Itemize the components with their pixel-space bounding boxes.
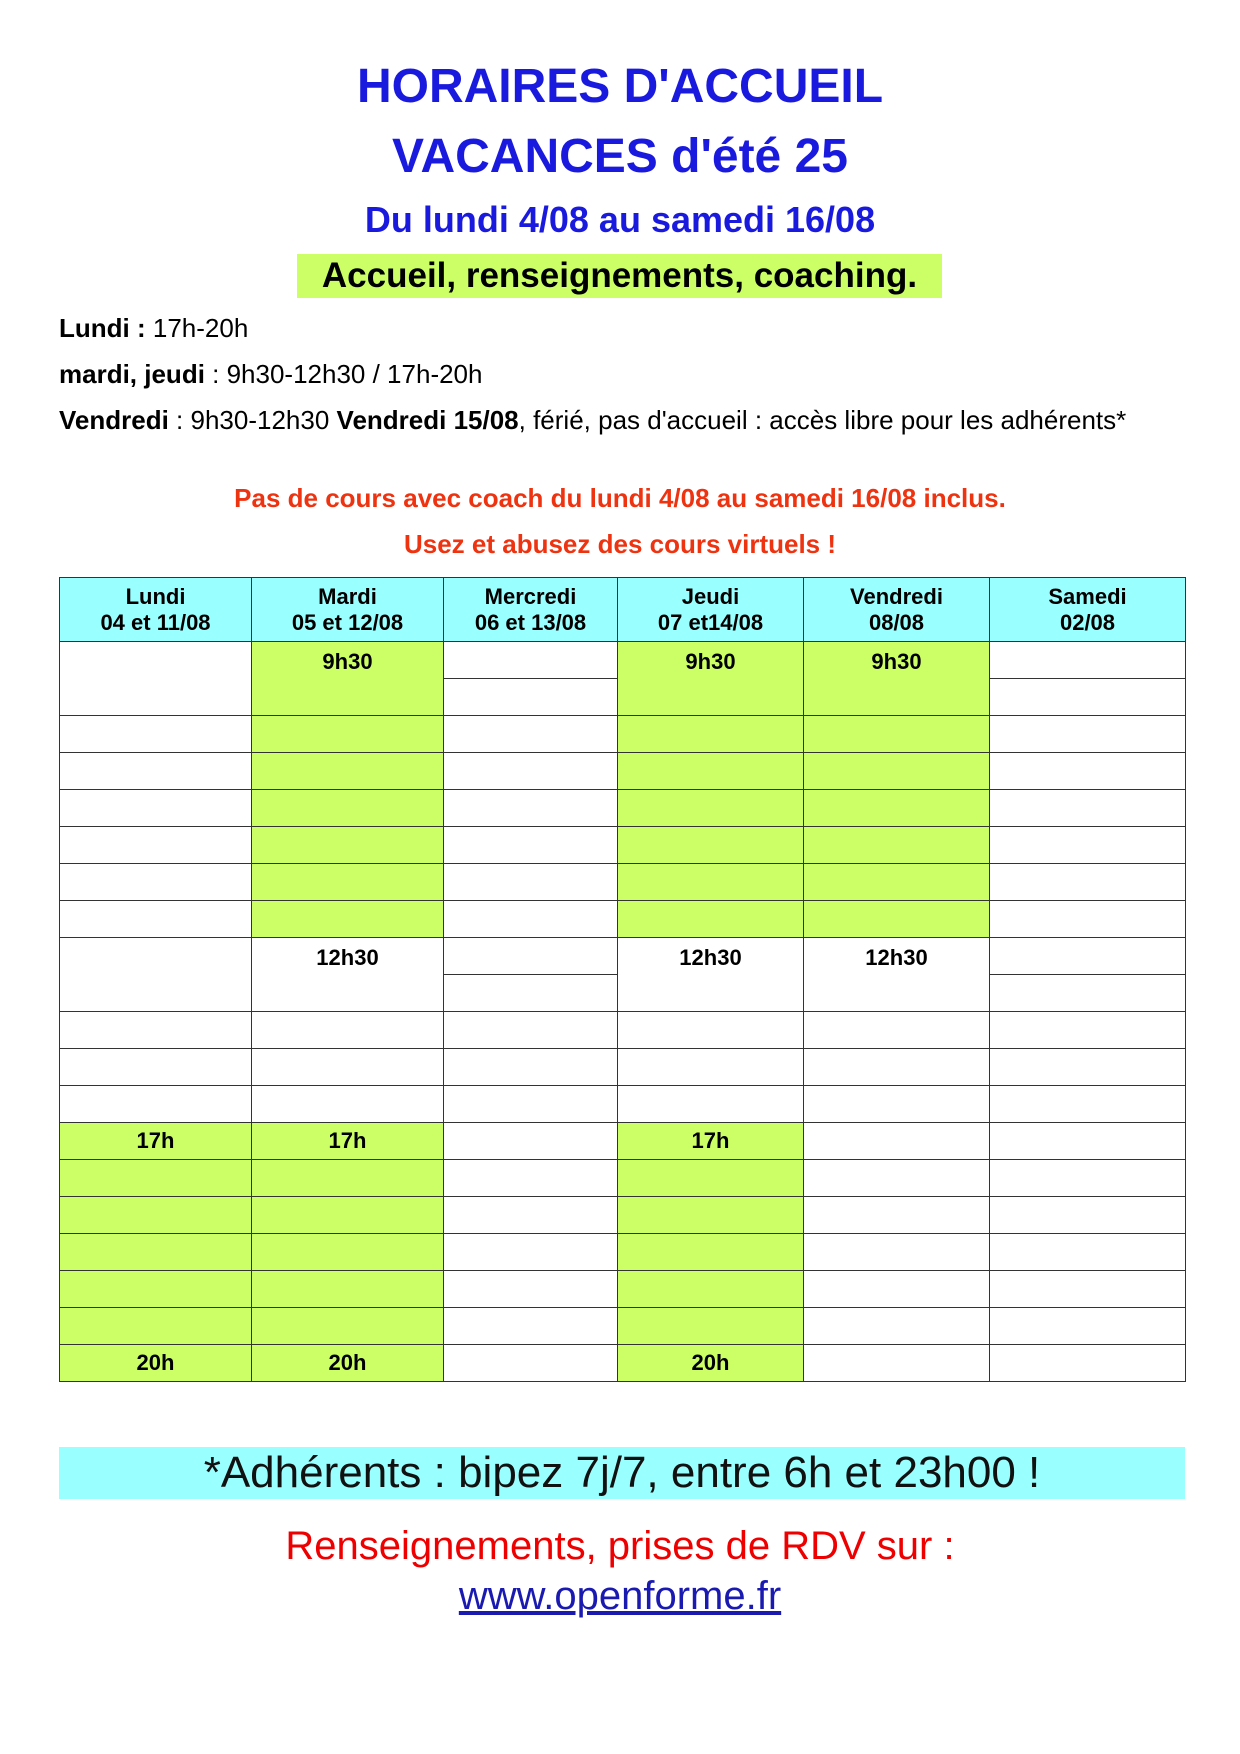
col-dates: 02/08 — [1059, 609, 1116, 635]
table-row — [60, 864, 1186, 901]
table-row — [60, 1345, 1186, 1382]
cell-empty — [444, 975, 618, 1012]
col-day: Samedi — [1048, 583, 1127, 609]
col-mercredi — [444, 578, 618, 642]
col-dates: 05 et 12/08 — [291, 609, 404, 635]
col-dates: 07 et14/08 — [657, 609, 764, 635]
contact-text: Renseignements, prises de RDV sur : — [285, 1524, 955, 1568]
cell-empty — [990, 975, 1186, 1012]
table-row — [60, 1308, 1186, 1345]
vendredi-ferie-value: , férié, pas d'accueil : accès libre pour les adhérents* — [518, 405, 1127, 435]
cell-jeudi-9h30: 9h30 — [618, 642, 804, 716]
hours-mardi-jeudi — [59, 358, 1189, 390]
cell-jeudi-20h: 20h — [618, 1345, 804, 1382]
col-dates: 04 et 11/08 — [100, 609, 211, 635]
cell-lundi-20h: 20h — [60, 1345, 252, 1382]
members-banner: *Adhérents : bipez 7j/7, entre 6h et 23h00 ! — [59, 1447, 1185, 1499]
col-dates: 06 et 13/08 — [474, 609, 587, 635]
cell-jeudi-12h30: 12h30 — [618, 938, 804, 1012]
table-row — [60, 827, 1186, 864]
cell-empty — [60, 938, 252, 1012]
cell-mardi-17h: 17h — [252, 1123, 444, 1160]
col-day: Vendredi — [850, 583, 943, 609]
table-row — [60, 753, 1186, 790]
table-row — [60, 1234, 1186, 1271]
table-row — [60, 1086, 1186, 1123]
cell-empty — [990, 642, 1186, 679]
notice-virtual: Usez et abusez des cours virtuels ! — [403, 529, 837, 559]
cell-vendredi-12h30: 12h30 — [804, 938, 990, 1012]
vendredi-value: : 9h30-12h30 — [168, 405, 337, 435]
vendredi-ferie-label: Vendredi 15/08 — [336, 405, 519, 435]
col-jeudi — [618, 578, 804, 642]
col-day: Mercredi — [484, 583, 577, 609]
header-row — [60, 578, 1186, 642]
cell-empty — [990, 938, 1186, 975]
table-row — [60, 1012, 1186, 1049]
mardi-jeudi-label: mardi, jeudi — [59, 359, 205, 389]
col-day: Jeudi — [681, 583, 740, 609]
schedule-table — [59, 577, 1186, 1382]
col-mardi — [252, 578, 444, 642]
services-highlight: Accueil, renseignements, coaching. — [297, 254, 942, 298]
hours-lundi — [59, 312, 1189, 344]
lundi-value: 17h-20h — [145, 313, 249, 343]
col-lundi — [60, 578, 252, 642]
table-row — [60, 790, 1186, 827]
table-row — [60, 1271, 1186, 1308]
hours-vendredi — [59, 404, 1189, 436]
table-row — [60, 1123, 1186, 1160]
table-row — [60, 1197, 1186, 1234]
cell-mardi-20h: 20h — [252, 1345, 444, 1382]
title-line2: VACANCES d'été 25 — [392, 130, 848, 183]
cell-jeudi-17h: 17h — [618, 1123, 804, 1160]
cell-mardi-12h30: 12h30 — [252, 938, 444, 1012]
col-dates: 08/08 — [868, 609, 925, 635]
cell-empty — [444, 679, 618, 716]
cell-mardi-9h30: 9h30 — [252, 642, 444, 716]
table-row — [60, 642, 1186, 679]
dates-subtitle: Du lundi 4/08 au samedi 16/08 — [364, 199, 876, 240]
cell-empty — [444, 938, 618, 975]
cell-lundi-17h: 17h — [60, 1123, 252, 1160]
cell-empty — [444, 642, 618, 679]
table-row — [60, 716, 1186, 753]
contact-link-row — [0, 1573, 1240, 1619]
mardi-jeudi-value: : 9h30-12h30 / 17h-20h — [204, 359, 483, 389]
cell-empty — [60, 642, 252, 716]
table-row — [60, 901, 1186, 938]
notice-no-coach: Pas de cours avec coach du lundi 4/08 au samedi 16/08 inclus. — [234, 483, 1006, 513]
lundi-label: Lundi : — [59, 313, 146, 343]
col-day: Mardi — [318, 583, 377, 609]
col-samedi — [990, 578, 1186, 642]
col-vendredi — [804, 578, 990, 642]
vendredi-label: Vendredi — [59, 405, 169, 435]
cell-vendredi-9h30: 9h30 — [804, 642, 990, 716]
table-row — [60, 1049, 1186, 1086]
table-row — [60, 1160, 1186, 1197]
col-day: Lundi — [125, 583, 186, 609]
title-line1: HORAIRES D'ACCUEIL — [356, 60, 884, 113]
table-row — [60, 938, 1186, 975]
cell-empty — [990, 679, 1186, 716]
website-link[interactable]: www.openforme.fr — [458, 1574, 782, 1618]
